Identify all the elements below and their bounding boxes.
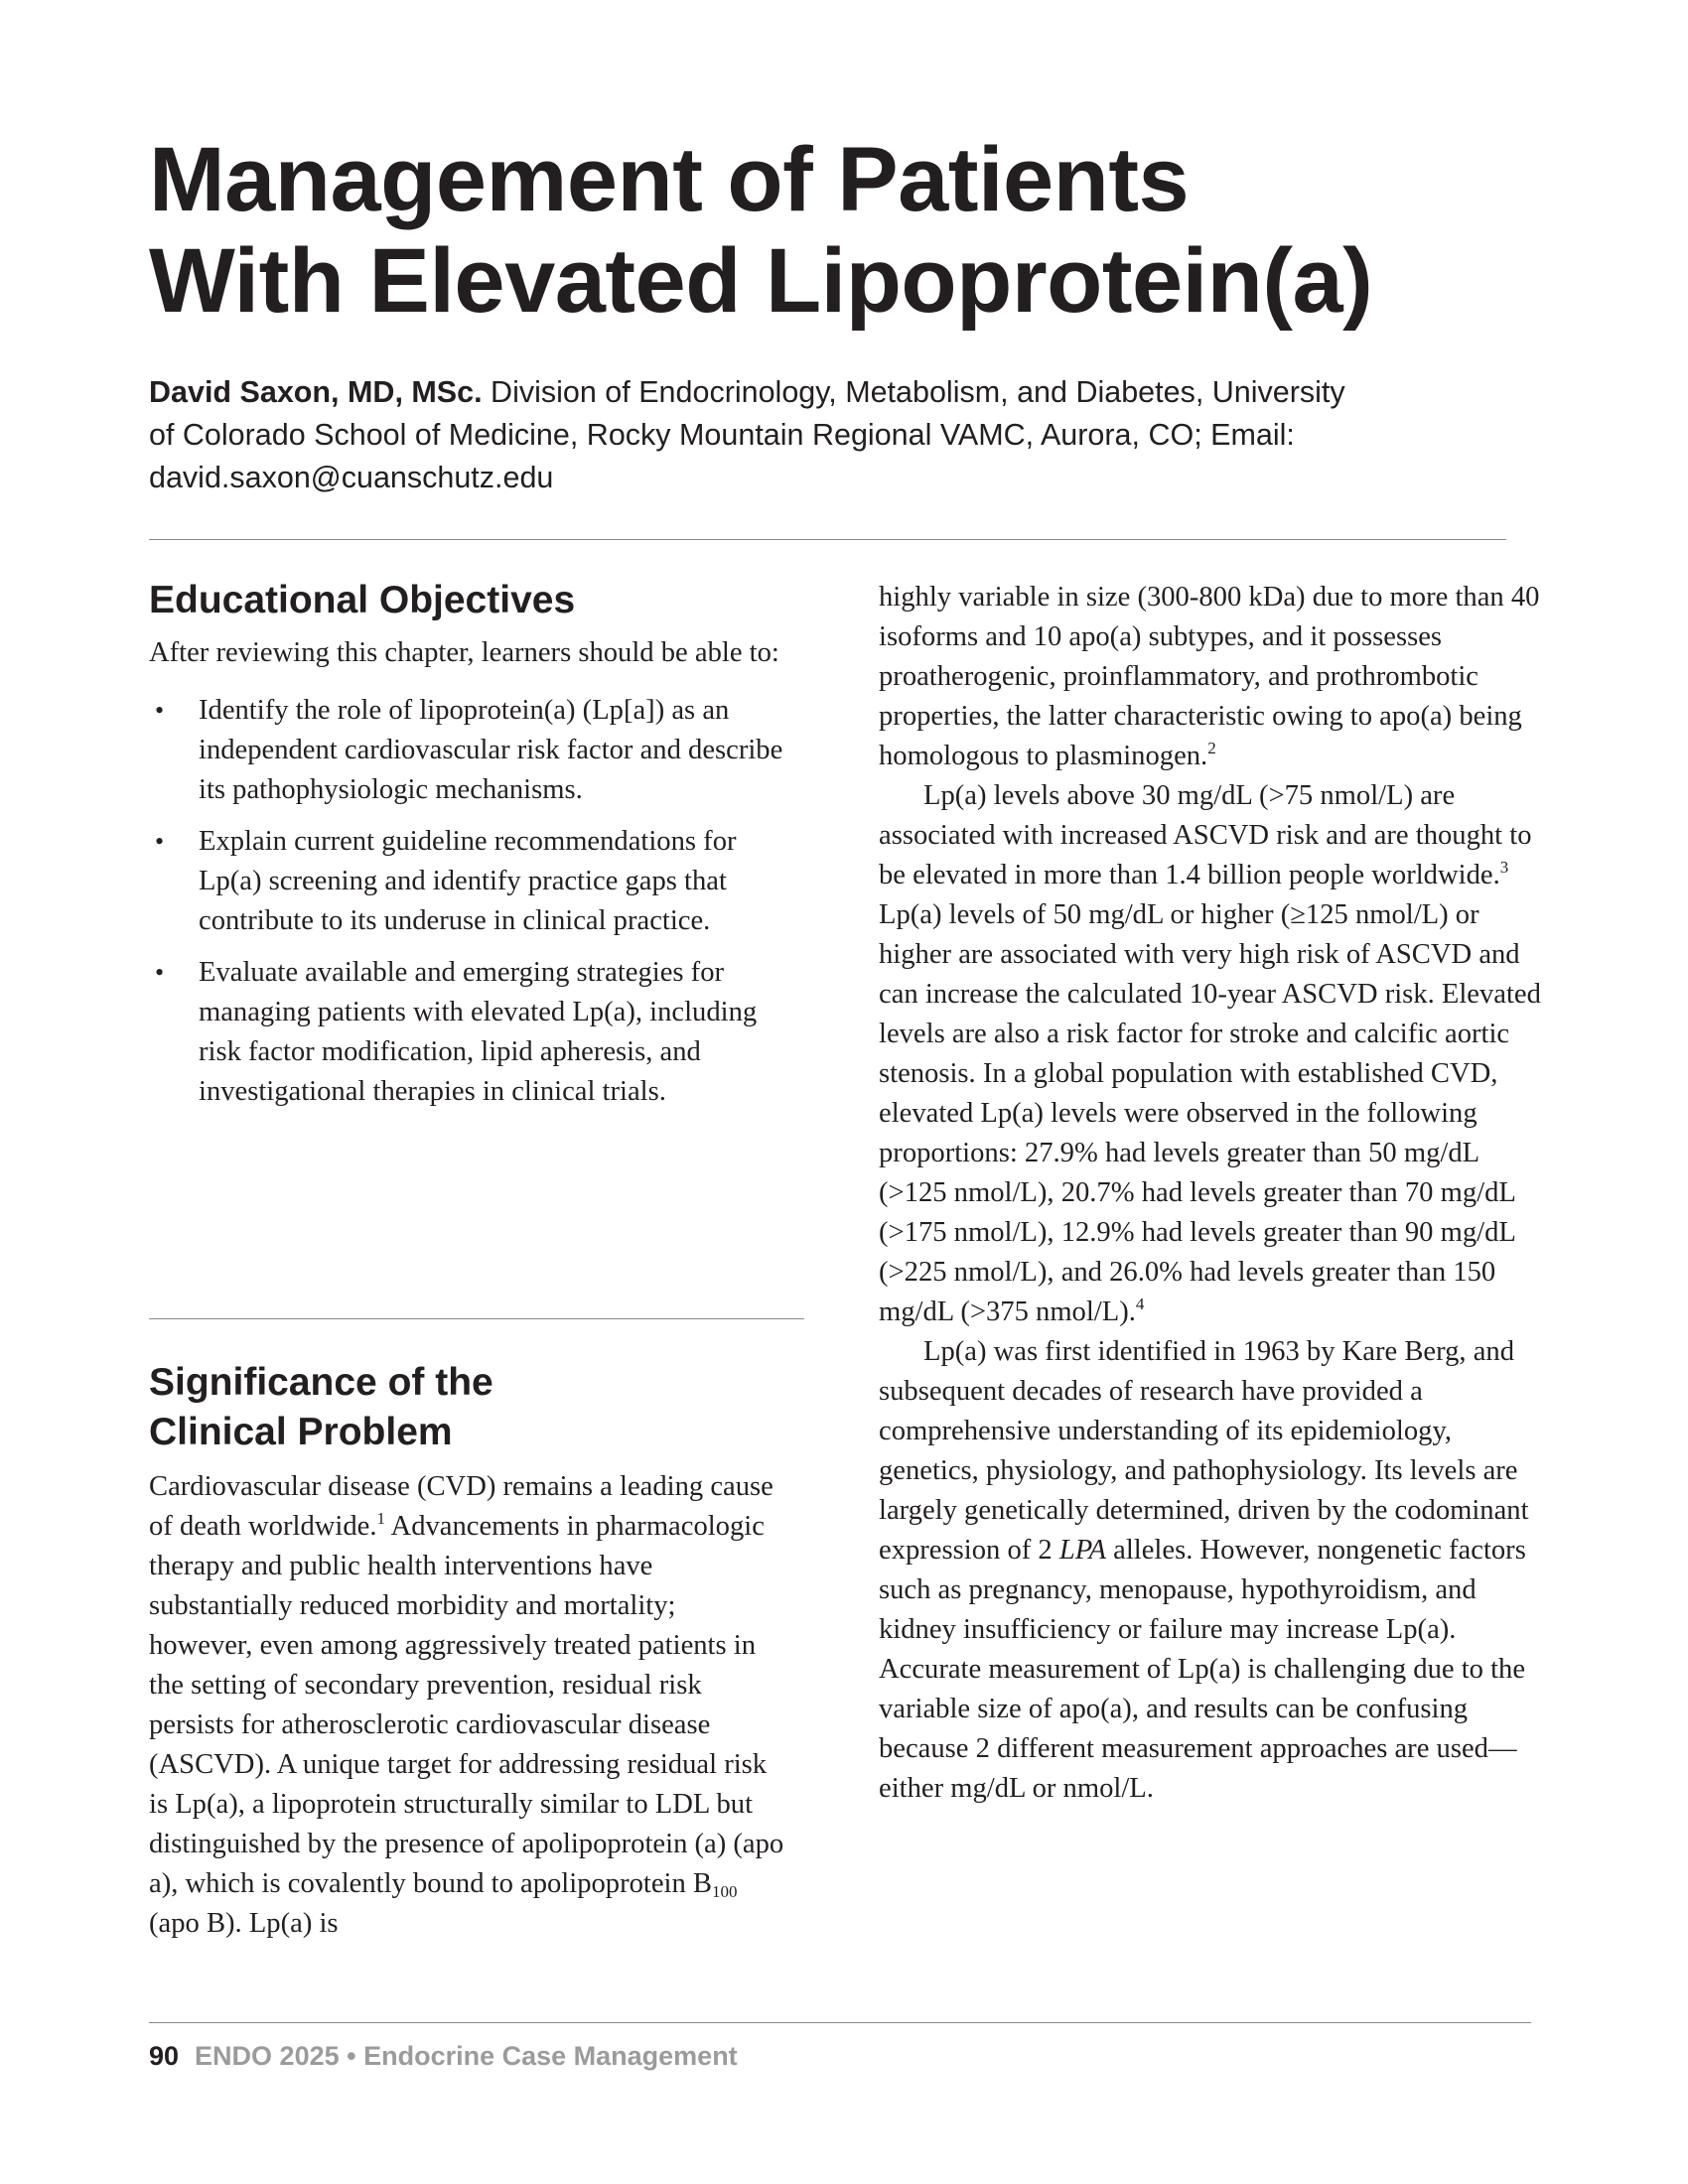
- paragraph-text: Cardiovascular disease (CVD) remains a leading cause of death worldwide.: [149, 1471, 774, 1542]
- objectives-heading: Educational Objectives: [149, 579, 576, 621]
- paragraph-text: highly variable in size (300-800 kDa) due to more than 40 isoforms and 10 apo(a) subtypes, and it possesses proatherogenic, proinflammatory, and prothrombotic properties, the latter characteristic owing to apo(a) being homologous to plasminogen.: [879, 582, 1540, 771]
- header-divider: [149, 539, 1506, 540]
- paragraph: [879, 1332, 1544, 1809]
- objective-text: Explain current guideline recommendations for Lp(a) screening and identify practice gaps that contribute to its underuse in clinical practice.: [199, 826, 737, 936]
- objectives-list: [149, 691, 804, 1112]
- objective-text: Identify the role of lipoprotein(a) (Lp[a]) as an independent cardiovascular risk factor and describe its pathophysiologic mechanisms.: [199, 695, 783, 805]
- objective-text: Evaluate available and emerging strategies for managing patients with elevated Lp(a), including risk factor modification, lipid apheresis, and investigational therapies in clinical trials.: [199, 957, 758, 1107]
- affiliation-line-1: Division of Endocrinology, Metabolism, and Diabetes, University: [482, 375, 1345, 409]
- section-divider: [149, 1318, 804, 1319]
- affiliation-line-2: of Colorado School of Medicine, Rocky Mountain Regional VAMC, Aurora, CO; Email:: [149, 418, 1295, 452]
- reference-marker: 4: [1135, 1295, 1145, 1313]
- subscript: 100: [712, 1882, 738, 1901]
- paragraph-text: Advancements in pharmacologic therapy and public health interventions have substantially reduced morbidity and mortality; however, even among aggressively treated patients in the setting of secondary prevention, residual risk persists for atherosclerotic cardiovascular disease (ASCVD). A unique target for addressing residual risk is Lp(a), a lipoprotein structurally similar to LDL but distinguished by the presence of apolipoprotein (a) (apo a), which is covalently bound to apolipoprotein B: [149, 1511, 784, 1899]
- footer-divider: [149, 2022, 1531, 2023]
- gene-name: LPA: [1058, 1535, 1107, 1566]
- significance-heading: [149, 1358, 784, 1457]
- significance-paragraph: [149, 1467, 784, 1944]
- paragraph-text: Lp(a) levels above 30 mg/dL (>75 nmol/L) are associated with increased ASCVD risk and are thought to be elevated in more than 1.4 billion people worldwide.: [879, 780, 1532, 890]
- bullet-glyph: •: [155, 696, 165, 725]
- reference-marker: 3: [1499, 858, 1509, 877]
- left-column: [149, 576, 804, 1124]
- author-email: david.saxon@cuanschutz.edu: [149, 461, 554, 494]
- objectives-intro: After reviewing this chapter, learners should be able to:: [149, 637, 779, 668]
- bullet-glyph: •: [155, 827, 165, 856]
- paragraph-text: (apo B). Lp(a) is: [149, 1908, 339, 1939]
- reference-marker: 1: [376, 1509, 385, 1528]
- title-line-2: With Elevated Lipoprotein(a): [149, 230, 1373, 332]
- paragraph-text: Lp(a) was first identified in 1963 by Kare Berg, and subsequent decades of research have provided a comprehensive understanding of its epidemiology, genetics, physiology, and pathophysiology. Its levels are largely genetically determined, driven by the codominant expression of 2: [879, 1336, 1529, 1566]
- reference-marker: 2: [1207, 739, 1216, 757]
- running-title: ENDO 2025 • Endocrine Case Management: [195, 2041, 738, 2071]
- article-title: [149, 129, 1539, 332]
- page-number: 90: [149, 2041, 180, 2071]
- list-item: [149, 953, 804, 1112]
- right-column: [879, 578, 1544, 1809]
- significance-section: [149, 1358, 784, 1944]
- list-item: [149, 822, 804, 941]
- bullet-glyph: •: [155, 958, 165, 987]
- significance-heading-line-2: Clinical Problem: [149, 1411, 453, 1453]
- author-affiliation: [149, 371, 1519, 499]
- page-footer: [149, 2041, 738, 2072]
- paragraph-text: alleles. However, nongenetic factors such as pregnancy, menopause, hypothyroidism, and kidney insufficiency or failure may increase Lp(a). Accurate measurement of Lp(a) is challenging due to the variable size of apo(a), and results can be confusing because 2 different measurement approaches are used—either mg/dL or nmol/L.: [879, 1535, 1526, 1804]
- significance-heading-line-1: Significance of the: [149, 1361, 493, 1404]
- paragraph-text: Lp(a) levels of 50 mg/dL or higher (≥125 nmol/L) or higher are associated with very high risk of ASCVD and can increase the calculated 10-year ASCVD risk. Elevated levels are also a risk factor for stroke and calcific aortic stenosis. In a global population with established CVD, elevated Lp(a) levels were observed in the following proportions: 27.9% had levels greater than 50 mg/dL (>125 nmol/L), 20.7% had levels greater than 70 mg/dL (>175 nmol/L), 12.9% had levels greater than 90 mg/dL (>225 nmol/L), and 26.0% had levels greater than 150 mg/dL (>375 nmol/L).: [879, 899, 1541, 1327]
- list-item: [149, 691, 804, 810]
- paragraph: [879, 578, 1544, 776]
- title-line-1: Management of Patients: [149, 129, 1190, 230]
- paragraph: [879, 776, 1544, 1332]
- author-name: David Saxon, MD, MSc.: [149, 375, 483, 409]
